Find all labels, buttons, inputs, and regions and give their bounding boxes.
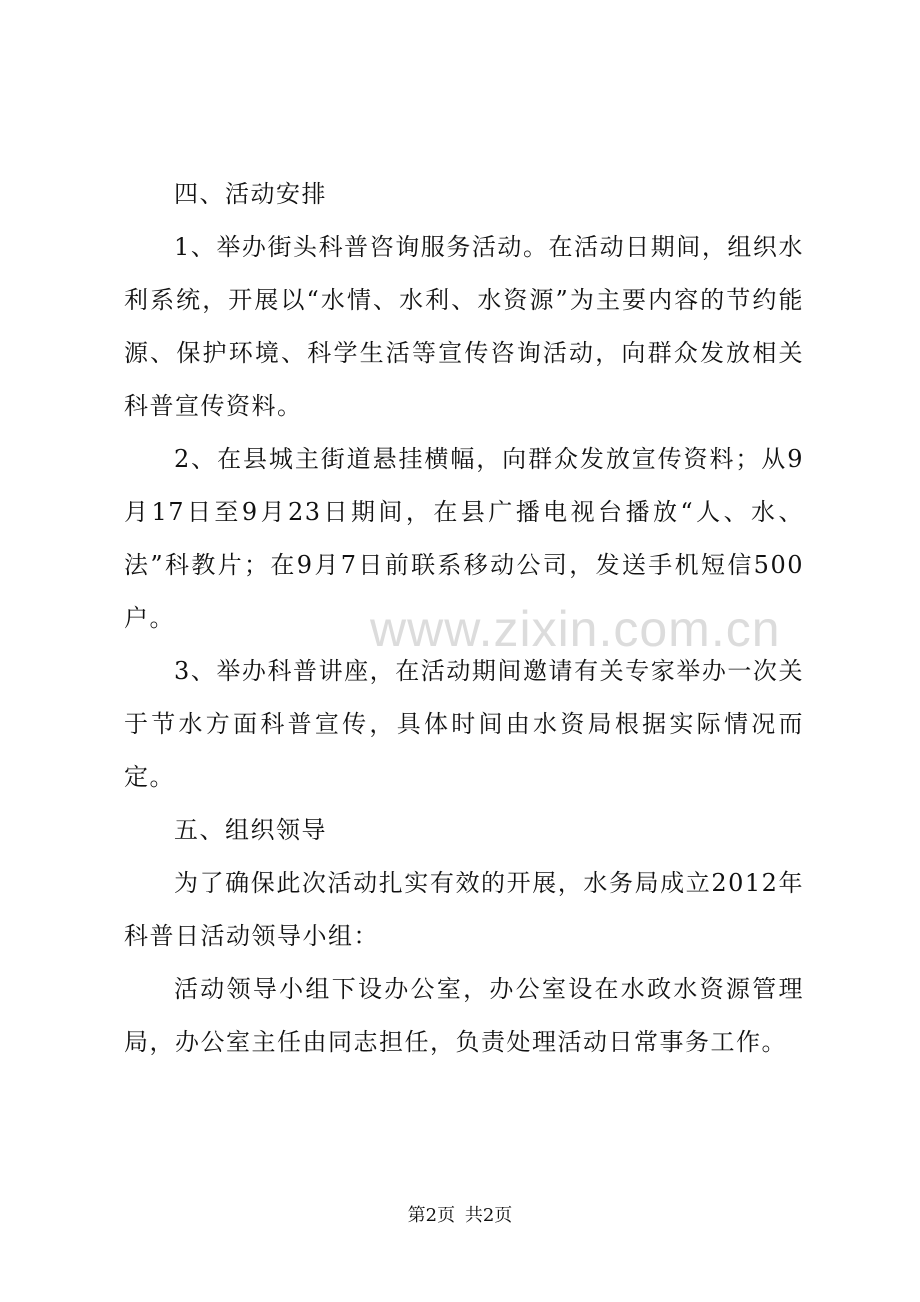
paragraph-banners-and-broadcast: 2、在县城主街道悬挂横幅，向群众发放宣传资料；从9月17日至9月23日期间，在县广播电视台播放“人、水、法”科教片；在9月7日前联系移动公司，发送手机短信500户。	[124, 445, 804, 632]
paragraph-office-setup: 活动领导小组下设办公室，办公室设在水政水资源管理局，办公室主任由同志担任，负责处理活动日常事务工作。	[124, 975, 804, 1056]
page-indicator: 第2页 共2页	[407, 1205, 513, 1226]
section-heading-activity-arrangement: 四、活动安排	[174, 180, 327, 208]
watermark: www.zixin.com.cn	[370, 601, 781, 657]
paragraph-street-science-consultation: 1、举办街头科普咨询服务活动。在活动日期间，组织水利系统，开展以“水情、水利、水资源”为主要内容的节约能源、保护环境、科学生活等宣传咨询活动，向群众发放相关科普宣传资料。	[124, 233, 804, 420]
paragraph-science-lecture: 3、举办科普讲座，在活动期间邀请有关专家举办一次关于节水方面科普宣传，具体时间由水资局根据实际情况而定。	[124, 657, 804, 791]
document-body	[124, 168, 804, 1069]
section-heading-organization-leadership: 五、组织领导	[174, 816, 327, 844]
paragraph-leading-group: 为了确保此次活动扎实有效的开展，水务局成立2012年科普日活动领导小组：	[124, 869, 804, 950]
